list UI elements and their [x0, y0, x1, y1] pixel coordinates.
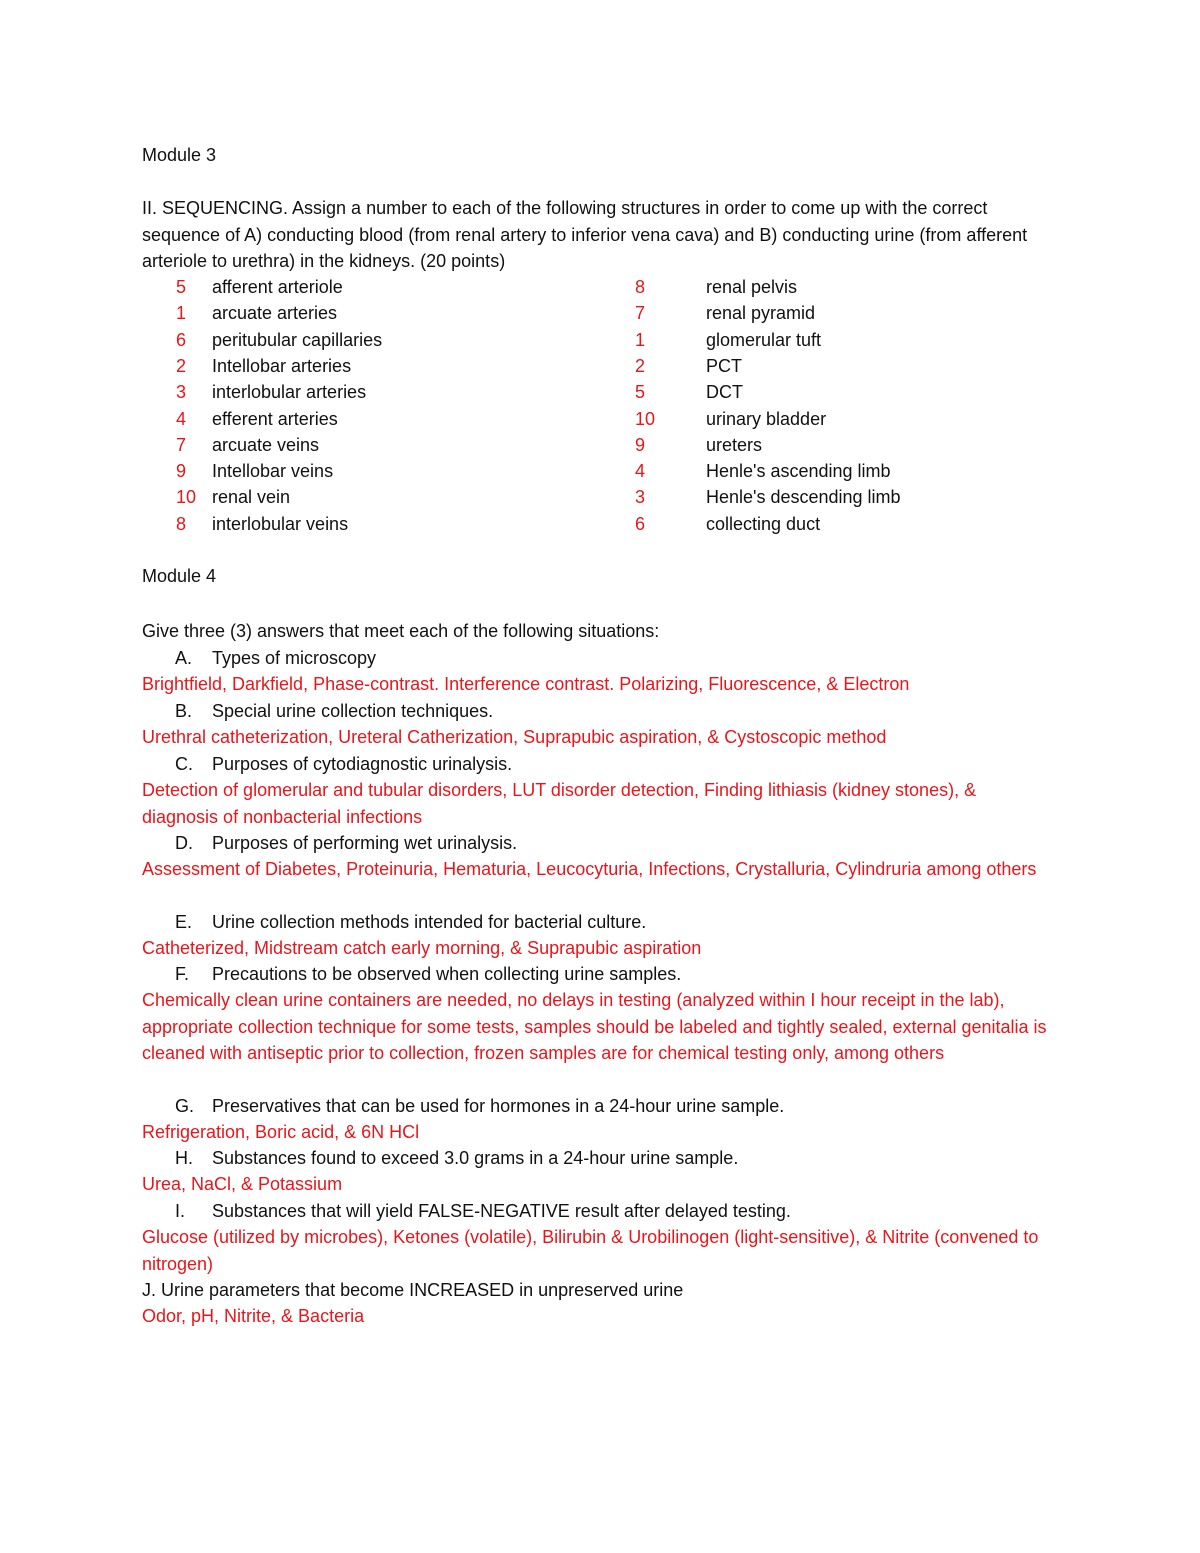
structure-label: ureters	[706, 434, 763, 455]
sequence-number: 7	[635, 303, 646, 324]
question-letter: A.	[175, 648, 193, 668]
structure-label: interlobular veins	[212, 513, 349, 534]
sequence-number: 8	[635, 277, 646, 297]
answer-h: Urea, NaCl, & Potassium	[142, 1174, 343, 1194]
answer-g: Refrigeration, Boric acid, & 6N HCl	[142, 1122, 420, 1142]
sequence-number: 4	[635, 461, 646, 482]
sequencing-instructions: II. SEQUENCING. Assign a number to each of the following structures in order to come up with the correct sequence of A) conducting blood (from renal artery to inferior vena cava) and B) conducting urine (from afferent arteriole to urethra) in the kidneys. (20 points)	[142, 198, 1028, 271]
question-text: Special urine collection techniques.	[212, 701, 494, 721]
question-text: Substances found to exceed 3.0 grams in a 24-hour urine sample.	[212, 1148, 739, 1168]
question-text: Precautions to be observed when collecting urine samples.	[212, 964, 682, 984]
question-b	[175, 698, 493, 724]
structure-label: Intellobar veins	[212, 461, 334, 482]
question-letter: F.	[175, 964, 190, 984]
sequence-number: 9	[176, 461, 187, 482]
structure-label: DCT	[706, 382, 743, 403]
sequence-number: 6	[635, 513, 646, 534]
structure-label: collecting duct	[706, 513, 821, 534]
sequence-number: 1	[176, 303, 187, 324]
question-text: Purposes of cytodiagnostic urinalysis.	[212, 754, 513, 774]
question-letter: I.	[175, 1201, 186, 1221]
structure-label: Henle's descending limb	[706, 487, 901, 508]
sequence-number: 2	[635, 355, 646, 376]
sequence-number: 1	[635, 329, 646, 350]
question-f	[175, 961, 681, 987]
question-j: J. Urine parameters that become INCREASED in unpreserved urine	[142, 1280, 684, 1300]
module4-instructions: Give three (3) answers that meet each of the following situations:	[142, 621, 660, 641]
question-text: Purposes of performing wet urinalysis.	[212, 833, 518, 853]
sequence-number: 5	[635, 382, 646, 403]
answer-f: Chemically clean urine containers are needed, no delays in testing (analyzed within I hour receipt in the lab), appropriate collection technique for some tests, samples should be labeled and tightly sealed, external genitalia is cleaned with antiseptic prior to collection, frozen samples are for chemical testing only, among others	[142, 990, 1047, 1063]
structure-label: Henle's ascending limb	[706, 461, 891, 482]
structure-label: renal pyramid	[706, 303, 816, 324]
question-text: Types of microscopy	[212, 648, 377, 668]
structure-label: interlobular arteries	[212, 382, 367, 403]
structure-label: arcuate arteries	[212, 303, 338, 324]
question-letter: D.	[175, 833, 193, 853]
sequence-number: 10	[176, 487, 197, 508]
structure-label: urinary bladder	[706, 408, 827, 429]
question-a	[175, 645, 376, 671]
answer-j: Odor, pH, Nitrite, & Bacteria	[142, 1306, 365, 1326]
question-letter: G.	[175, 1096, 195, 1116]
structure-label: afferent arteriole	[212, 277, 343, 297]
question-letter: E.	[175, 912, 193, 932]
question-letter: C.	[175, 754, 193, 774]
question-i	[175, 1198, 791, 1224]
sequence-number: 3	[176, 382, 187, 403]
answer-e: Catheterized, Midstream catch early morning, & Suprapubic aspiration	[142, 938, 702, 958]
question-text: Substances that will yield FALSE-NEGATIVE result after delayed testing.	[212, 1201, 791, 1221]
answer-a: Brightfield, Darkfield, Phase-contrast. Interference contrast. Polarizing, Fluorescence, & Electron	[142, 674, 910, 694]
module3-heading: Module 3	[142, 145, 217, 165]
structure-label: arcuate veins	[212, 434, 320, 455]
structure-label: renal vein	[212, 487, 291, 508]
sequence-number: 8	[176, 513, 187, 534]
answer-i: Glucose (utilized by microbes), Ketones (volatile), Bilirubin & Urobilinogen (light-sensitive), & Nitrite (convened to nitrogen)	[142, 1227, 1039, 1274]
question-text: Urine collection methods intended for bacterial culture.	[212, 912, 647, 932]
question-d	[175, 830, 517, 856]
sequence-number: 2	[176, 355, 187, 376]
structure-label: efferent arteries	[212, 408, 338, 429]
answer-c: Detection of glomerular and tubular disorders, LUT disorder detection, Finding lithiasis (kidney stones), & diagnosis of nonbacterial infections	[142, 780, 977, 827]
question-letter: H.	[175, 1148, 193, 1168]
module4-heading: Module 4	[142, 566, 217, 586]
structure-label: glomerular tuft	[706, 329, 822, 350]
sequence-number: 5	[176, 277, 187, 297]
sequence-number: 9	[635, 434, 646, 455]
question-c	[175, 751, 512, 777]
question-text: Preservatives that can be used for hormones in a 24-hour urine sample.	[212, 1096, 785, 1116]
answer-b: Urethral catheterization, Ureteral Catherization, Suprapubic aspiration, & Cystoscopic method	[142, 727, 887, 747]
question-h	[175, 1145, 738, 1171]
question-g	[175, 1093, 784, 1119]
structure-label: peritubular capillaries	[212, 329, 383, 350]
question-e	[175, 909, 646, 935]
sequence-number: 4	[176, 408, 187, 429]
question-letter: B.	[175, 701, 193, 721]
sequence-number: 6	[176, 329, 187, 350]
structure-label: PCT	[706, 355, 742, 376]
sequence-number: 7	[176, 434, 187, 455]
sequence-number: 3	[635, 487, 646, 508]
answer-d: Assessment of Diabetes, Proteinuria, Hematuria, Leucocyturia, Infections, Crystalluria, Cylindruria among others	[142, 859, 1037, 879]
structure-label: Intellobar arteries	[212, 355, 352, 376]
structure-label: renal pelvis	[706, 277, 798, 297]
sequence-number: 10	[635, 408, 656, 429]
